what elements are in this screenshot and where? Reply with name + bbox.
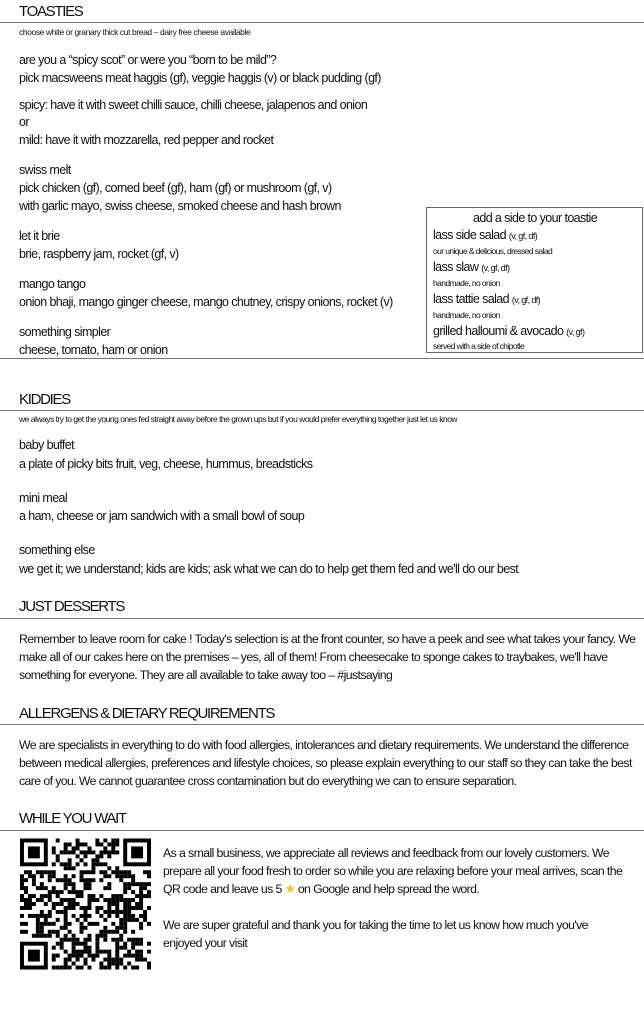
side-name: grilled halloumi & avocado bbox=[433, 324, 564, 338]
menu-item-name: let it brie bbox=[19, 229, 60, 243]
side-item bbox=[433, 228, 537, 242]
side-desc: served with a side of chipotle bbox=[433, 341, 525, 351]
sides-box bbox=[426, 207, 643, 353]
side-item bbox=[433, 292, 540, 306]
menu-line: pick chicken (gf), corned beef (gf), ham (gf) or mushroom (gf, v) bbox=[19, 181, 332, 195]
menu-item-name: mango tango bbox=[19, 277, 86, 291]
kiddies-subtitle: we always try to get the young ones fed straight away before the grown ups but if you would prefer everything together just let us know bbox=[19, 414, 458, 424]
menu-line: pick macsweens meat haggis (gf), veggie haggis (v) or black pudding (gf) bbox=[19, 71, 381, 85]
menu-line: are you a “spicy scot” or were you “born to be mild”? bbox=[19, 53, 277, 67]
side-name: lass tattie salad bbox=[433, 292, 509, 306]
divider bbox=[0, 410, 644, 411]
sides-title: add a side to your toastie bbox=[473, 211, 598, 225]
side-name: lass side salad bbox=[433, 228, 506, 242]
side-tags: (v, gf, df) bbox=[508, 231, 538, 241]
side-tags: (v, gf, df) bbox=[481, 263, 510, 273]
menu-line: with garlic mayo, swiss cheese, smoked cheese and hash brown bbox=[19, 199, 341, 213]
allergens-text: We are specialists in everything to do with food allergies, intolerances and dietary requirements. We understand the difference between medical allergies, preferences and lifestyle choices, so please explain everything to our staff so they can take the best care of you. We cannot guarantee cross contamination but do everything we can to ensure separation. bbox=[19, 738, 632, 788]
divider bbox=[0, 358, 644, 359]
menu-line: we get it; we understand; kids are kids; ask what we can do to help get them fed and we'll do our best bbox=[19, 562, 519, 576]
menu-line: cheese, tomato, ham or onion bbox=[19, 343, 168, 357]
kiddies-heading: KIDDIES bbox=[19, 391, 70, 408]
menu-line: onion bhaji, mango ginger cheese, mango chutney, crispy onions, rocket (v) bbox=[19, 295, 393, 309]
side-desc: our unique & delicious, dressed salad bbox=[433, 246, 553, 256]
thanks-text: We are super grateful and thank you for taking the time to let us know how much you've enjoyed your visit bbox=[163, 918, 588, 950]
side-tags: (v, gf) bbox=[566, 327, 585, 337]
side-name: lass slaw bbox=[433, 260, 479, 274]
toasties-heading: TOASTIES bbox=[19, 3, 83, 20]
reviews-text-start: As a small business, we appreciate all reviews and feedback from our lovely customers. We prepare all your food fresh to order so while you are relaxing before your meal arrives, scan the QR code and leave us 5 bbox=[163, 846, 623, 896]
qr-code[interactable] bbox=[20, 838, 151, 970]
side-item bbox=[433, 324, 584, 338]
menu-line: or bbox=[19, 115, 29, 129]
menu-line: a ham, cheese or jam sandwich with a small bowl of soup bbox=[19, 509, 305, 523]
wait-heading: WHILE YOU WAIT bbox=[19, 810, 126, 827]
menu-item-name: something else bbox=[19, 543, 95, 557]
desserts-text: Remember to leave room for cake ! Today's selection is at the front counter, so have a peek and see what takes your fancy. We make all of our cakes here on the premises – yes, all of them! From cheesecake to sponge cakes to traybakes, we'll have something for everyone. They are all available to take away too – #justsaying bbox=[19, 632, 636, 682]
divider bbox=[0, 724, 644, 725]
side-desc: handmade, no onion bbox=[433, 278, 500, 288]
menu-line: mild: have it with mozzarella, red pepper and rocket bbox=[19, 133, 274, 147]
side-item bbox=[433, 260, 509, 274]
allergens-heading: ALLERGENS & DIETARY REQUIREMENTS bbox=[19, 705, 275, 722]
star-icon: ★ bbox=[284, 882, 295, 896]
menu-line: brie, raspberry jam, rocket (gf, v) bbox=[19, 247, 179, 261]
menu-item-name: mini meal bbox=[19, 491, 68, 505]
toasties-subtitle: choose white or granary thick cut bread – dairy free cheese available bbox=[19, 27, 251, 37]
menu-line: spicy: have it with sweet chilli sauce, chilli cheese, jalapenos and onion bbox=[19, 98, 368, 112]
side-tags: (v, gf, df) bbox=[511, 295, 541, 305]
menu-item-name: something simpler bbox=[19, 325, 111, 339]
divider bbox=[0, 618, 644, 619]
menu-item-name: swiss melt bbox=[19, 163, 71, 177]
reviews-text bbox=[163, 844, 623, 898]
side-desc: handmade, no onion bbox=[433, 310, 500, 320]
reviews-text-end: on Google and help spread the word. bbox=[295, 882, 480, 896]
menu-item-name: baby buffet bbox=[19, 438, 75, 452]
divider bbox=[0, 22, 644, 23]
menu-line: a plate of picky bits fruit, veg, cheese, hummus, breadsticks bbox=[19, 457, 313, 471]
desserts-heading: JUST DESSERTS bbox=[19, 598, 125, 615]
divider bbox=[0, 830, 644, 831]
